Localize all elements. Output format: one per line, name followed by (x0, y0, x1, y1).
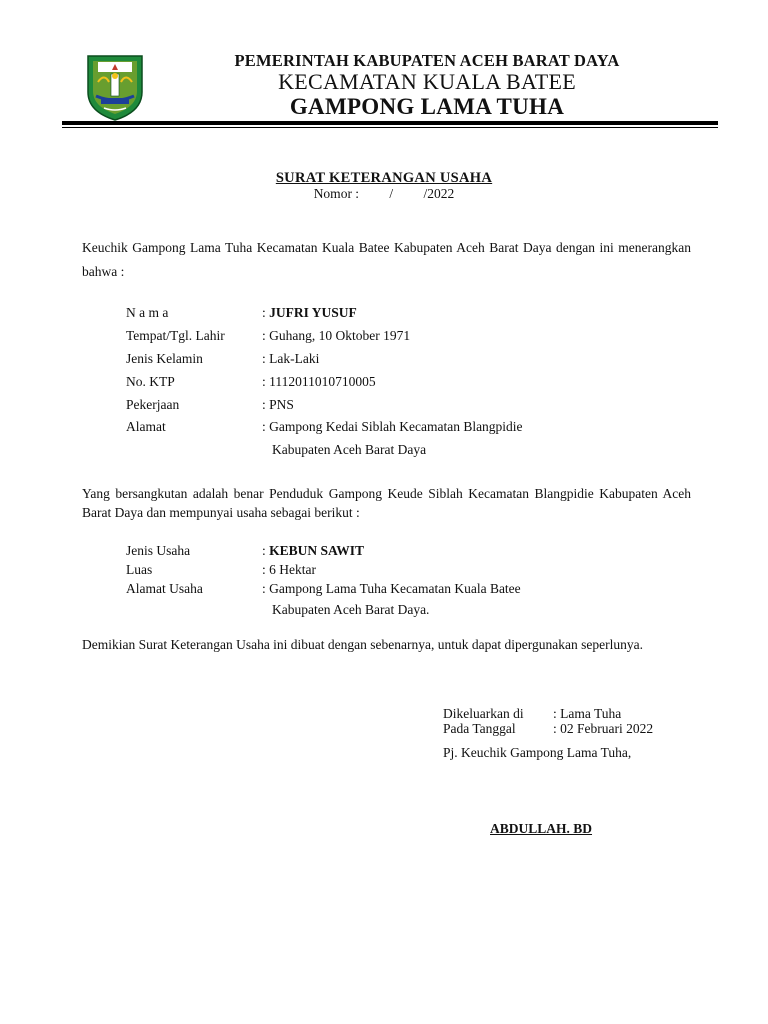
field-business-area-value: : 6 Hektar (262, 562, 316, 577)
field-name-label: N a m a (126, 305, 169, 320)
letter-number: Nomor : / /2022 (313, 186, 455, 201)
intro-paragraph: Keuchik Gampong Lama Tuha Kecamatan Kuala Batee Kabupaten Aceh Barat Daya dengan ini menerangkan bahwa : (82, 240, 691, 279)
field-name-value: : JUFRI YUSUF (262, 305, 357, 320)
field-business-address-label: Alamat Usaha (126, 581, 203, 596)
signer-position: Pj. Keuchik Gampong Lama Tuha, (443, 745, 632, 760)
issued-date-label: Pada Tanggal (443, 721, 516, 736)
field-gender-label: Jenis Kelamin (126, 351, 203, 366)
issued-date-value: : 02 Februari 2022 (553, 721, 654, 736)
field-birth-label: Tempat/Tgl. Lahir (126, 328, 225, 343)
header-district: KECAMATAN KUALA BATEE (278, 69, 576, 94)
issued-date (443, 721, 667, 737)
letter-title: SURAT KETERANGAN USAHA (275, 170, 493, 186)
field-gender-value: : Lak-Laki (262, 351, 320, 366)
closing-paragraph: Demikian Surat Keterangan Usaha ini dibuat dengan sebenarnya, untuk dapat dipergunakan seperlunya. (82, 637, 643, 652)
field-business-type-label: Jenis Usaha (126, 543, 191, 558)
header-village: GAMPONG LAMA TUHA (289, 94, 565, 119)
field-address-label: Alamat (126, 419, 166, 434)
field-business-address-value: : Gampong Lama Tuha Kecamatan Kuala Batee (262, 581, 521, 596)
field-address-value-2: Kabupaten Aceh Barat Daya (272, 442, 427, 457)
field-job-value: : PNS (262, 397, 294, 412)
issued-place-label: Dikeluarkan di (443, 706, 524, 721)
field-business-address-value-2: Kabupaten Aceh Barat Daya. (272, 602, 430, 617)
field-birth-value: : Guhang, 10 Oktober 1971 (262, 328, 411, 343)
field-ktp-value: : 1112011010710005 (262, 374, 376, 389)
header-government: PEMERINTAH KABUPATEN ACEH BARAT DAYA (234, 51, 620, 70)
header-divider-thin (62, 127, 718, 128)
issued-place (443, 706, 683, 722)
field-ktp-label: No. KTP (126, 374, 175, 389)
statement-paragraph: Yang bersangkutan adalah benar Penduduk Gampong Keude Siblah Kecamatan Blangpidie Kabupaten Aceh Barat Daya dan mempunyai usaha sebagai berikut : (82, 486, 691, 520)
field-business-type-value: : KEBUN SAWIT (262, 543, 365, 558)
field-business-area-label: Luas (126, 562, 153, 577)
field-job-label: Pekerjaan (126, 397, 180, 412)
field-address-value: : Gampong Kedai Siblah Kecamatan Blangpidie (262, 419, 523, 434)
header-divider (62, 121, 718, 125)
signer-name: ABDULLAH. BD (490, 821, 593, 836)
issued-place-value: : Lama Tuha (553, 706, 622, 721)
